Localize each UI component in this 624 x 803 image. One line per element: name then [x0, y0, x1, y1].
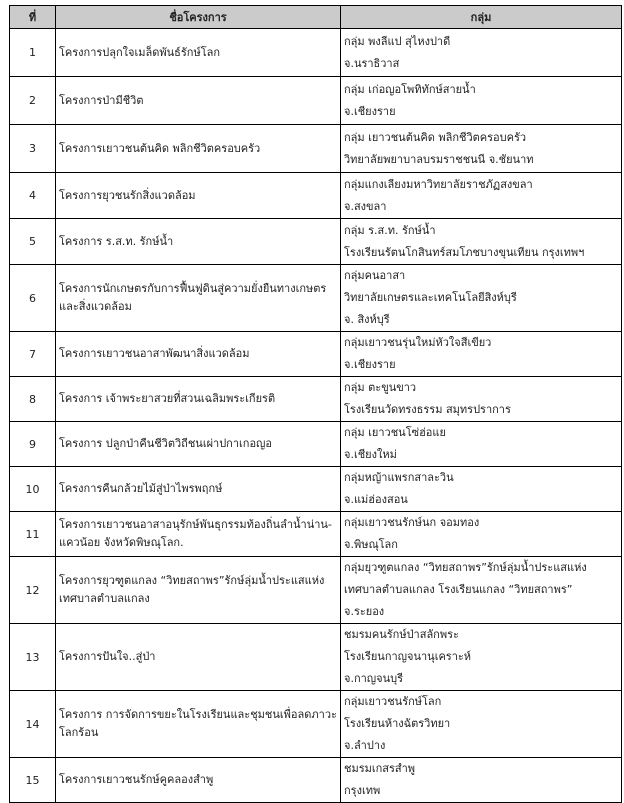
- group-name-line: จ.ระยอง: [344, 605, 385, 618]
- group-name-line: จ.ลำปาง: [344, 739, 386, 752]
- project-name: [56, 512, 341, 557]
- group-name: [341, 624, 622, 691]
- table-row: [10, 691, 622, 758]
- group-name: [341, 512, 622, 557]
- group-name: [341, 77, 622, 125]
- group-name: [341, 422, 622, 467]
- table-row: [10, 77, 622, 125]
- project-name-line: โครงการ ปลูกป่าคืนชีวิตวิถีชนเผ่าปกาเกอญอ: [59, 437, 273, 450]
- group-name-line: กลุ่มหญ้าแพรกสาละวิน: [344, 471, 454, 484]
- header-group: กลุ่ม: [341, 6, 622, 29]
- project-name-line: เทศบาลตำบลแกลง: [59, 592, 150, 605]
- table-row: [10, 758, 622, 803]
- group-name-line: โรงเรียนกาญจนานุเคราะห์: [344, 650, 472, 663]
- row-number: 14: [10, 691, 56, 758]
- project-name-line: โครงการป่ามีชีวิต: [59, 93, 144, 107]
- table-header-row: [10, 6, 622, 29]
- project-name: [56, 29, 341, 77]
- group-name-line: จ.นราธิวาส: [344, 56, 400, 70]
- row-number: 5: [10, 219, 56, 265]
- row-number: 1: [10, 29, 56, 77]
- project-name-line: โครงการ การจัดการขยะในโรงเรียนและชุมชนเพื่อลดภาวะ: [59, 708, 337, 721]
- row-number: 11: [10, 512, 56, 557]
- group-name-line: กลุ่มเยาวชนรุ่นใหม่หัวใจสีเขียว: [344, 336, 492, 349]
- project-name: [56, 467, 341, 512]
- project-name-line: โครงการ เจ้าพระยาสวยที่สวนเฉลิมพระเกียรติ: [59, 392, 276, 405]
- table-row: [10, 377, 622, 422]
- table-row: [10, 265, 622, 332]
- group-name-line: จ.กาญจนบุรี: [344, 672, 404, 685]
- row-number: 15: [10, 758, 56, 803]
- row-number: 3: [10, 125, 56, 173]
- table-row: [10, 557, 622, 624]
- project-name-line: โลกร้อน: [59, 726, 99, 739]
- group-name-line: จ.เชียงราย: [344, 358, 396, 371]
- project-name-line: และสิ่งแวดล้อม: [59, 300, 132, 313]
- group-name-line: จ.สงขลา: [344, 199, 387, 213]
- group-name-line: จ.เชียงใหม่: [344, 448, 397, 461]
- table-row: [10, 332, 622, 377]
- group-name-line: กลุ่ม ร.ส.ท. รักษ์น้ำ: [344, 223, 436, 237]
- group-name: [341, 265, 622, 332]
- table-row: [10, 125, 622, 173]
- table-row: [10, 422, 622, 467]
- table-row: [10, 29, 622, 77]
- group-name-line: โรงเรียนวัดทรงธรรม สมุทรปราการ: [344, 403, 511, 416]
- group-name: [341, 332, 622, 377]
- project-name: [56, 557, 341, 624]
- project-name: [56, 422, 341, 467]
- group-name-line: กลุ่ม เยาวชนต้นคิด พลิกชีวิตครอบครัว: [344, 130, 527, 144]
- row-number: 12: [10, 557, 56, 624]
- project-name-line: โครงการ ร.ส.ท. รักษ์น้ำ: [59, 234, 174, 248]
- header-project: ชื่อโครงการ: [56, 6, 341, 29]
- group-name-line: กลุ่ม ตะขูนขาว: [344, 381, 417, 394]
- group-name: [341, 557, 622, 624]
- project-name-line: โครงการคืนกล้วยไม้สู่ป่าไพรพฤกษ์: [59, 482, 223, 495]
- project-name-line: โครงการปันใจ..สู่ป่า: [59, 650, 156, 663]
- project-name-line: โครงการเยาวชนอาสาพัฒนาสิ่งแวดล้อม: [59, 347, 250, 360]
- group-name: [341, 125, 622, 173]
- group-name-line: โรงเรียนห้างฉัตรวิทยา: [344, 717, 451, 730]
- group-name-line: ชมรมเกสรสำพู: [344, 762, 416, 775]
- row-number: 13: [10, 624, 56, 691]
- row-number: 4: [10, 173, 56, 219]
- group-name-line: วิทยาลัยเกษตรและเทคโนโลยีสิงห์บุรี: [344, 291, 517, 304]
- group-name-line: กลุ่มยุวฑูตแกลง “วิทยสถาพร”รักษ์ลุ่มน้ำประแสแห่ง: [344, 561, 587, 574]
- project-name-line: โครงการเยาวชนต้นคิด พลิกชีวิตครอบครัว: [59, 141, 261, 155]
- group-name: [341, 219, 622, 265]
- group-name-line: กลุ่มเยาวชนรักษ์โลก: [344, 695, 442, 708]
- group-name-line: กลุ่มเยาวชนรักษ์นก จอมทอง: [344, 516, 480, 529]
- table-row: [10, 467, 622, 512]
- project-name-line: โครงการเยาวชนรักษ์คูคลองสำพู: [59, 773, 214, 786]
- row-number: 10: [10, 467, 56, 512]
- group-name-line: เทศบาลตำบลแกลง โรงเรียนแกลง “วิทยสถาพร”: [344, 583, 573, 596]
- table-row: [10, 219, 622, 265]
- group-name-line: วิทยาลัยพยาบาลบรมราชชนนี จ.ชัยนาท: [344, 152, 534, 166]
- group-name-line: กลุ่ม เก่อญอโพทิทักษ์สายน้ำ: [344, 82, 476, 96]
- project-name: [56, 219, 341, 265]
- group-name: [341, 758, 622, 803]
- group-name: [341, 29, 622, 77]
- table-row: [10, 624, 622, 691]
- group-name: [341, 377, 622, 422]
- table-body: [10, 29, 622, 803]
- project-name: [56, 265, 341, 332]
- project-name-line: โครงการเยาวชนอาสาอนุรักษ์พันธุกรรมท้องถิ่นลำน้ำน่าน-: [59, 518, 332, 531]
- group-name-line: กลุ่ม พงลีแป สุไหงปาดี: [344, 34, 451, 48]
- table-row: [10, 512, 622, 557]
- project-name: [56, 173, 341, 219]
- group-name-line: กลุ่มแกงเลียงมหาวิทยาลัยราชภัฏสงขลา: [344, 177, 533, 191]
- project-name: [56, 332, 341, 377]
- group-name-line: จ.เชียงราย: [344, 104, 396, 118]
- row-number: 2: [10, 77, 56, 125]
- group-name-line: กลุ่ม เยาวชนโซ่ฮ่อแย: [344, 426, 446, 439]
- row-number: 8: [10, 377, 56, 422]
- project-name-line: แควน้อย จังหวัดพิษณุโลก.: [59, 536, 184, 549]
- group-name-line: โรงเรียนรัตนโกสินทร์สมโภชบางขุนเทียน กรุงเทพฯ: [344, 245, 585, 259]
- project-name-line: โครงการยุวชนรักสิ่งแวดล้อม: [59, 188, 196, 202]
- project-name: [56, 377, 341, 422]
- group-name-line: จ. สิงห์บุรี: [344, 313, 390, 326]
- project-name: [56, 691, 341, 758]
- row-number: 7: [10, 332, 56, 377]
- project-name: [56, 77, 341, 125]
- header-no: ที่: [10, 6, 56, 29]
- group-name-line: กรุงเทพ: [344, 784, 381, 797]
- group-name-line: กลุ่มคนอาสา: [344, 269, 406, 282]
- group-name: [341, 691, 622, 758]
- group-name: [341, 173, 622, 219]
- table-row: [10, 173, 622, 219]
- project-name-line: โครงการนักเกษตรกับการฟื้นฟูดินสู่ความยั่งยืนทางเกษตร: [59, 282, 327, 295]
- project-name-line: โครงการปลุกใจเมล็ดพันธ์รักษ์โลก: [59, 45, 220, 59]
- project-name: [56, 125, 341, 173]
- projects-table: [9, 5, 622, 803]
- project-name: [56, 624, 341, 691]
- group-name: [341, 467, 622, 512]
- group-name-line: จ.แม่ฮ่องสอน: [344, 493, 408, 506]
- project-name-line: โครงการยุวฑูตแกลง “วิทยสถาพร”รักษ์ลุ่มน้ำประแสแห่ง: [59, 574, 325, 587]
- group-name-line: ชมรมคนรักษ์ป่าสลักพระ: [344, 628, 459, 641]
- row-number: 6: [10, 265, 56, 332]
- group-name-line: จ.พิษณุโลก: [344, 538, 398, 551]
- project-name: [56, 758, 341, 803]
- row-number: 9: [10, 422, 56, 467]
